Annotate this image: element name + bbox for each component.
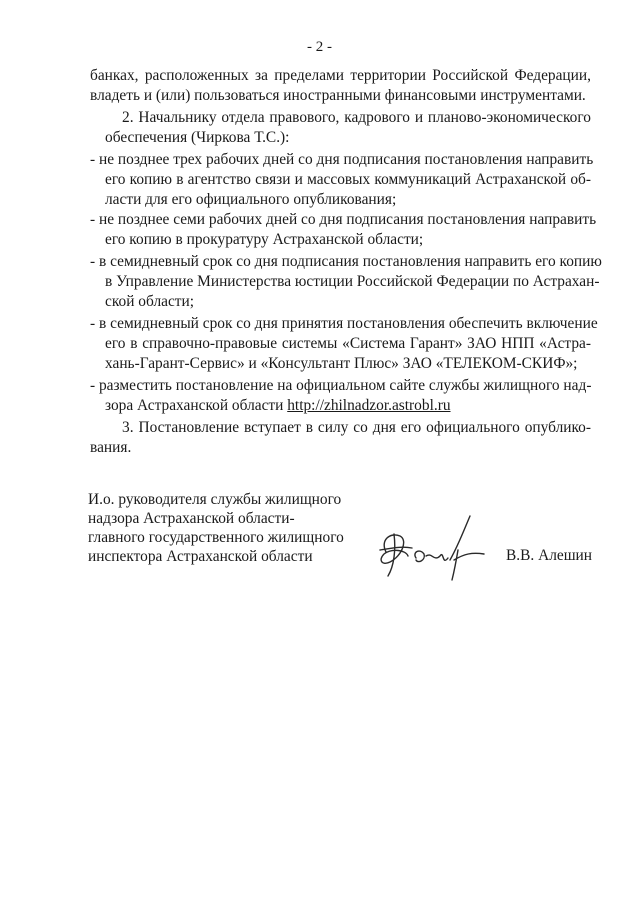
body-line-14: его в справочно-правовые системы «Система Гарант» ЗАО НПП «Астра- bbox=[105, 335, 591, 352]
body-line-9: его копию в прокуратуру Астраханской области; bbox=[105, 231, 424, 248]
handwritten-signature bbox=[372, 510, 497, 585]
body-line-11: в Управление Министерства юстиции Российской Федерации по Астрахан- bbox=[105, 273, 600, 290]
body-line-5: - не позднее трех рабочих дней со дня подписания постановления направить bbox=[90, 151, 594, 168]
signatory-title-line: главного государственного жилищного bbox=[88, 529, 344, 546]
signatory-name: В.В. Алешин bbox=[506, 547, 593, 564]
signatory-title bbox=[88, 490, 378, 566]
body-line-10: - в семидневный срок со дня подписания постановления направить его копию bbox=[90, 253, 602, 270]
body-line-3: 2. Начальнику отдела правового, кадрового и планово-экономического bbox=[122, 109, 591, 126]
website-link[interactable]: http://zhilnadzor.astrobl.ru bbox=[287, 397, 451, 414]
signatory-title-line: И.о. руководителя службы жилищного bbox=[88, 491, 342, 508]
body-line-17-text: зора Астраханской области bbox=[105, 397, 284, 414]
body-line-18: 3. Постановление вступает в силу со дня его официального опублико- bbox=[122, 419, 591, 436]
body-line-12: ской области; bbox=[105, 293, 195, 310]
body-line-17 bbox=[105, 396, 591, 416]
body-line-19: вания. bbox=[90, 439, 132, 456]
body-line-8: - не позднее семи рабочих дней со дня подписания постановления направить bbox=[90, 211, 597, 228]
body-line-1: банках, расположенных за пределами территории Российской Федерации, bbox=[90, 67, 591, 84]
body-line-16: - разместить постановление на официальном сайте службы жилищного над- bbox=[90, 377, 592, 394]
body-line-7: ласти для его официального опубликования; bbox=[105, 191, 397, 208]
body-line-2: владеть и (или) пользоваться иностранными финансовыми инструментами. bbox=[90, 87, 586, 104]
signatory-title-line: инспектора Астраханской области bbox=[88, 548, 313, 565]
page-number: - 2 - bbox=[307, 39, 332, 55]
body-line-15: хань-Гарант-Сервис» и «Консультант Плюс» ЗАО «ТЕЛЕКОМ-СКИФ»; bbox=[105, 355, 578, 372]
body-line-4: обеспечения (Чиркова Т.С.): bbox=[105, 129, 290, 146]
signatory-title-line: надзора Астраханской области- bbox=[88, 510, 295, 527]
body-line-13: - в семидневный срок со дня принятия постановления обеспечить включение bbox=[90, 315, 598, 332]
body-line-6: его копию в агентство связи и массовых коммуникаций Астраханской об- bbox=[105, 171, 591, 188]
